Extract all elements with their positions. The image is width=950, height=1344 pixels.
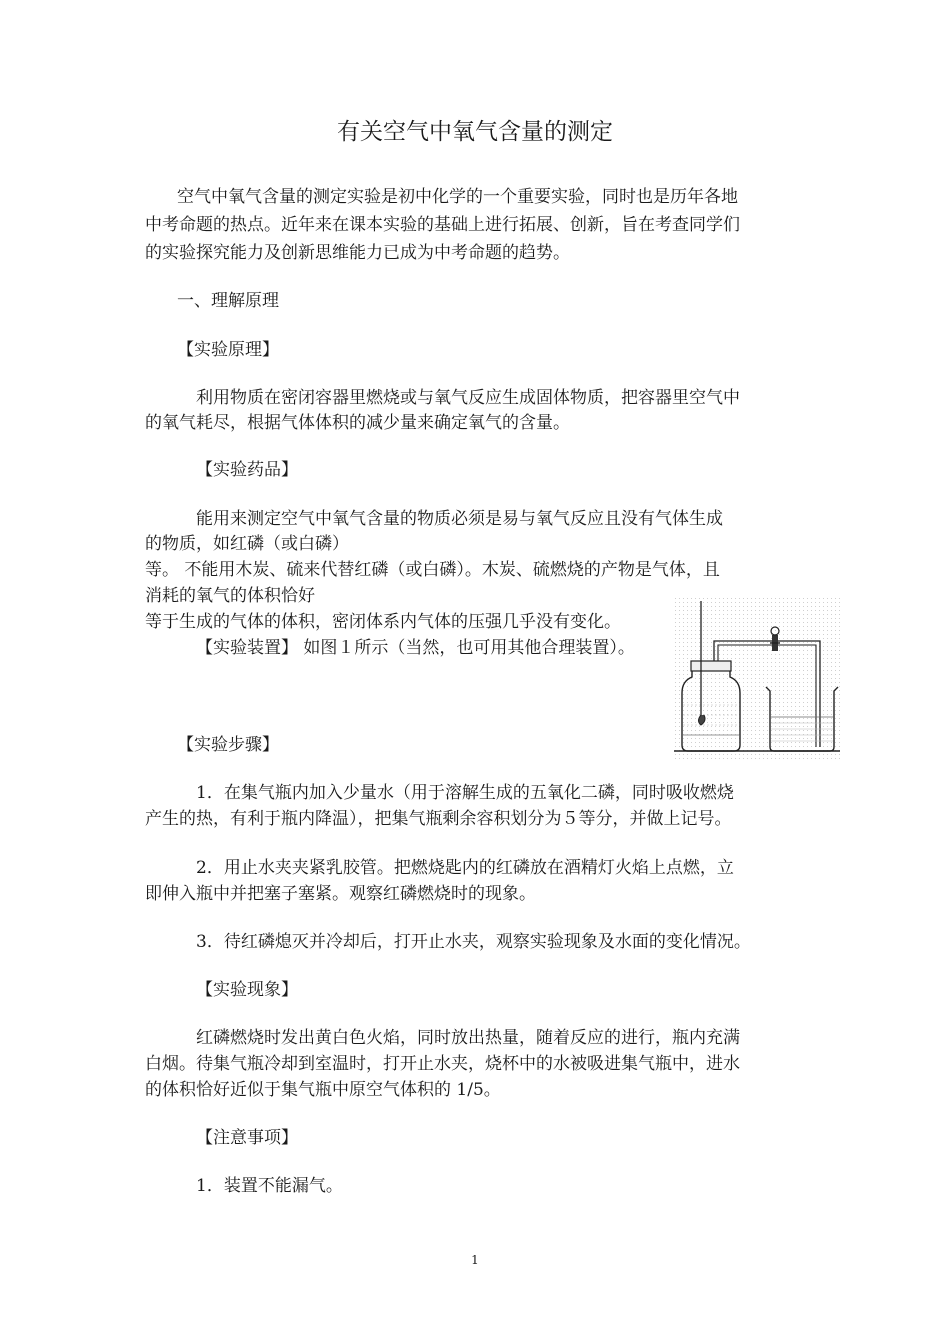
principle-line-1: 利用物质在密闭容器里燃烧或与氧气反应生成固体物质，把容器里空气中 bbox=[196, 388, 740, 408]
page-number: 1 bbox=[471, 1253, 479, 1267]
intro-line-3: 的实验探究能力及创新思维能力已成为中考命题的趋势。 bbox=[145, 243, 570, 263]
steps-line-4: 即伸入瓶中并把塞子塞紧。观察红磷燃烧时的现象。 bbox=[145, 884, 536, 904]
reagents-line-5: 等于生成的气体的体积，密闭体系内气体的压强几乎没有变化。 bbox=[145, 612, 621, 632]
notes-line-1: 1．装置不能漏气。 bbox=[196, 1176, 343, 1196]
apparatus-heading: 【实验装置】 bbox=[196, 638, 298, 658]
apparatus-figure bbox=[674, 597, 840, 759]
steps-line-5: 3．待红磷熄灭并冷却后，打开止水夹，观察实验现象及水面的变化情况。 bbox=[196, 932, 751, 952]
principle-heading: 【实验原理】 bbox=[177, 340, 279, 360]
phenomena-line-3: 的体积恰好近似于集气瓶中原空气体积的 1/5。 bbox=[145, 1080, 501, 1100]
principle-line-2: 的氧气耗尽，根据气体体积的减少量来确定氧气的含量。 bbox=[145, 413, 570, 433]
phenomena-line-1: 红磷燃烧时发出黄白色火焰，同时放出热量，随着反应的进行，瓶内充满 bbox=[196, 1028, 740, 1048]
phenomena-line-2: 白烟。待集气瓶冷却到室温时，打开止水夹，烧杯中的水被吸进集气瓶中，进水 bbox=[145, 1054, 740, 1074]
reagents-line-3: 等。 不能用木炭、硫来代替红磷（或白磷）。木炭、硫燃烧的产物是气体，且 bbox=[145, 560, 720, 580]
reagents-line-4: 消耗的氧气的体积恰好 bbox=[145, 586, 315, 606]
reagents-heading: 【实验药品】 bbox=[196, 460, 298, 480]
steps-line-2: 产生的热，有利于瓶内降温），把集气瓶剩余容积划分为５等分，并做上记号。 bbox=[145, 809, 732, 829]
section-heading-understand-principle: 一、理解原理 bbox=[177, 291, 279, 311]
intro-line-1: 空气中氧气含量的测定实验是初中化学的一个重要实验，同时也是历年各地 bbox=[177, 187, 738, 207]
reagents-line-1: 能用来测定空气中氧气含量的物质必须是易与氧气反应且没有气体生成 bbox=[196, 509, 723, 529]
steps-line-1: 1．在集气瓶内加入少量水（用于溶解生成的五氧化二磷，同时吸收燃烧 bbox=[196, 783, 734, 803]
notes-heading: 【注意事项】 bbox=[196, 1128, 298, 1148]
reagents-line-2: 的物质，如红磷（或白磷） bbox=[145, 534, 349, 554]
apparatus-text: 如图１所示（当然，也可用其他合理装置）。 bbox=[298, 638, 635, 658]
apparatus-line bbox=[196, 635, 635, 661]
steps-heading: 【实验步骤】 bbox=[177, 735, 279, 755]
phenomena-heading: 【实验现象】 bbox=[196, 980, 298, 1000]
intro-line-2: 中考命题的热点。近年来在课本实验的基础上进行拓展、创新，旨在考查同学们 bbox=[145, 215, 740, 235]
document-title: 有关空气中氧气含量的测定 bbox=[337, 119, 613, 145]
steps-line-3: 2．用止水夹夹紧乳胶管。把燃烧匙内的红磷放在酒精灯火焰上点燃，立 bbox=[196, 858, 734, 878]
